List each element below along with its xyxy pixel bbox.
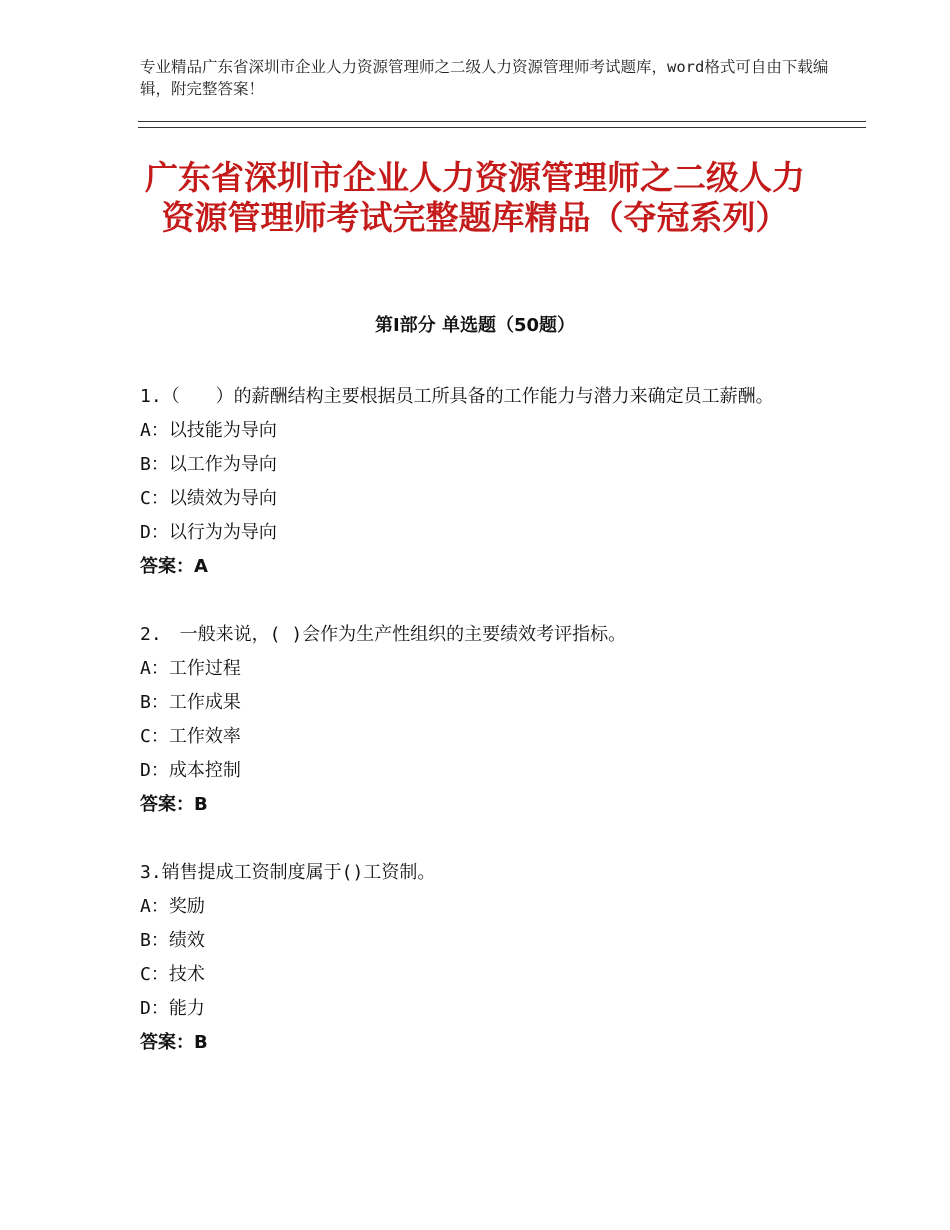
header-divider xyxy=(138,121,866,128)
question-stem: 1.（ ）的薪酬结构主要根据员工所具备的工作能力与潜力来确定员工薪酬。 xyxy=(140,386,774,407)
option-b: B：以工作为导向 xyxy=(140,454,277,475)
option-a: A：工作过程 xyxy=(140,658,241,679)
option-a: A：以技能为导向 xyxy=(140,420,277,441)
question-1 xyxy=(140,380,820,584)
question-list xyxy=(140,380,820,1094)
header-note: 专业精品广东省深圳市企业人力资源管理师之二级人力资源管理师考试题库，word格式可自由下载编辑，附完整答案！ xyxy=(140,58,829,98)
option-b: B：工作成果 xyxy=(140,692,241,713)
question-stem: 3.销售提成工资制度属于()工资制。 xyxy=(140,862,436,883)
answer: 答案：B xyxy=(140,1032,208,1053)
option-d: D：成本控制 xyxy=(140,760,241,781)
option-b: B：绩效 xyxy=(140,930,205,951)
option-a: A：奖励 xyxy=(140,896,205,917)
answer: 答案：B xyxy=(140,794,208,815)
option-c: C：技术 xyxy=(140,964,205,985)
option-c: C：以绩效为导向 xyxy=(140,488,277,509)
question-2 xyxy=(140,618,820,822)
option-d: D：以行为为导向 xyxy=(140,522,277,543)
question-stem: 2. 一般来说，( )会作为生产性组织的主要绩效考评指标。 xyxy=(140,624,627,645)
question-3 xyxy=(140,856,820,1060)
option-c: C：工作效率 xyxy=(140,726,241,747)
answer: 答案：A xyxy=(140,556,208,577)
section-heading: 第Ⅰ部分 单选题（50题） xyxy=(374,315,575,336)
document-title: 广东省深圳市企业人力资源管理师之二级人力资源管理师考试完整题库精品（夺冠系列） xyxy=(145,158,805,237)
option-d: D：能力 xyxy=(140,998,205,1019)
